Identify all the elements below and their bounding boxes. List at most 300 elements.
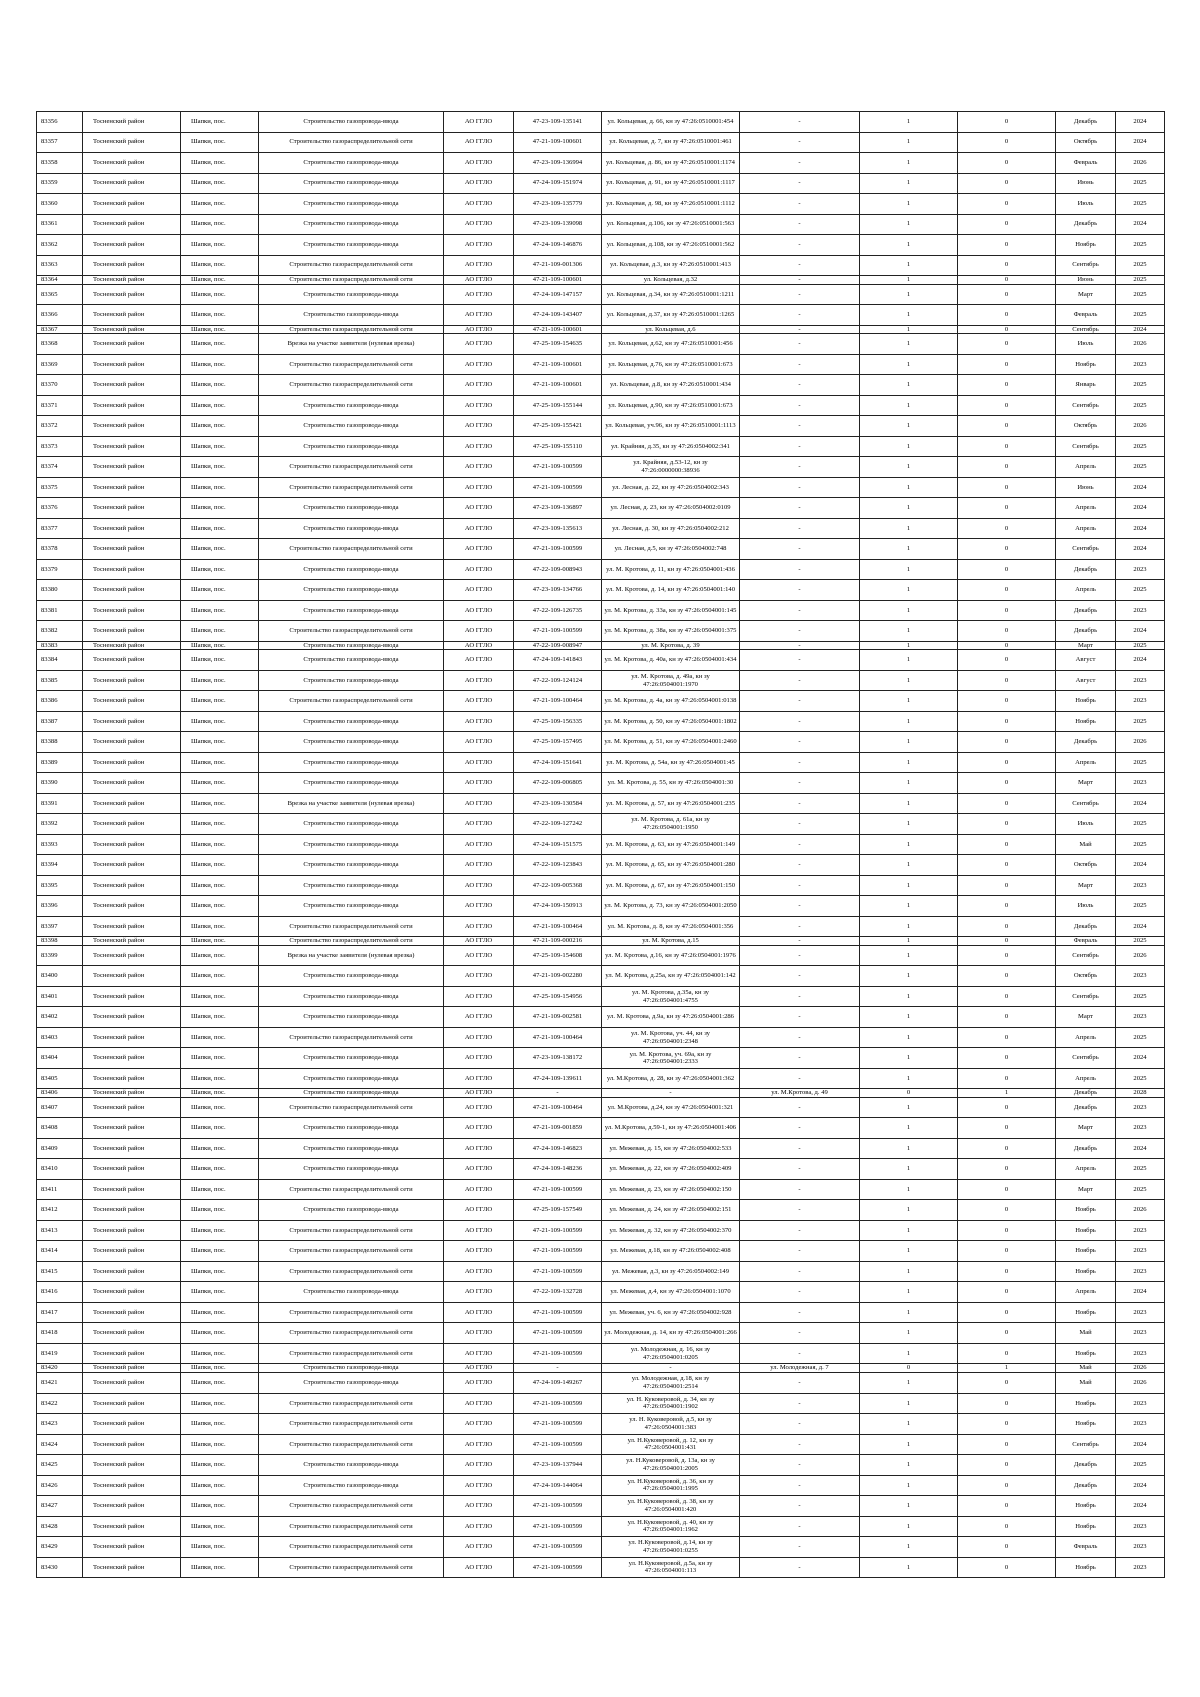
month-cell: Июнь	[1056, 276, 1116, 285]
count-cell: 1	[860, 711, 958, 732]
organization-cell: АО ГГЛО	[444, 255, 514, 276]
count-alt-cell: 0	[958, 214, 1056, 235]
organization-cell: АО ГГЛО	[444, 580, 514, 601]
month-cell: Октябрь	[1056, 966, 1116, 987]
organization-cell: АО ГГЛО	[444, 1048, 514, 1069]
organization-cell: АО ГГЛО	[444, 966, 514, 987]
district-cell: Тосненский район	[83, 132, 181, 153]
locality-cell: Шапки, пос.	[181, 457, 259, 478]
table-row	[37, 1373, 1165, 1394]
year-cell: 2024	[1116, 214, 1165, 235]
year-cell: 2025	[1116, 255, 1165, 276]
address-alt-cell: -	[740, 539, 860, 560]
locality-cell: Шапки, пос.	[181, 580, 259, 601]
organization-cell: АО ГГЛО	[444, 436, 514, 457]
address-cell: ул. М. Кротова, д.25а, кн зу 47:26:0504001:142	[602, 966, 740, 987]
organization-cell: АО ГГЛО	[444, 173, 514, 194]
address-cell: ул. М. Кротова, д. 67, кн зу 47:26:0504001:150	[602, 875, 740, 896]
table-row	[37, 1089, 1165, 1098]
organization-cell: АО ГГЛО	[444, 711, 514, 732]
count-cell: 1	[860, 875, 958, 896]
count-alt-cell: 0	[958, 793, 1056, 814]
district-cell: Тосненский район	[83, 814, 181, 835]
table-row	[37, 773, 1165, 794]
district-cell: Тосненский район	[83, 1048, 181, 1069]
month-cell: Март	[1056, 875, 1116, 896]
count-cell: 1	[860, 132, 958, 153]
table-row	[37, 834, 1165, 855]
locality-cell: Шапки, пос.	[181, 518, 259, 539]
row-id-cell: 83411	[37, 1179, 83, 1200]
year-cell: 2025	[1116, 235, 1165, 256]
count-alt-cell: 0	[958, 773, 1056, 794]
row-id-cell: 83370	[37, 375, 83, 396]
organization-cell: АО ГГЛО	[444, 896, 514, 917]
count-cell: 1	[860, 752, 958, 773]
count-alt-cell: 0	[958, 670, 1056, 691]
count-cell: 1	[860, 814, 958, 835]
organization-cell: АО ГГЛО	[444, 875, 514, 896]
table-row	[37, 1496, 1165, 1517]
count-alt-cell: 0	[958, 1343, 1056, 1364]
year-cell: 2024	[1116, 1138, 1165, 1159]
locality-cell: Шапки, пос.	[181, 498, 259, 519]
district-cell: Тосненский район	[83, 255, 181, 276]
contract-number-cell: 47-22-109-124124	[514, 670, 602, 691]
table-row	[37, 325, 1165, 334]
contract-number-cell: 47-21-109-100464	[514, 691, 602, 712]
row-id-cell: 83375	[37, 477, 83, 498]
month-cell: Март	[1056, 641, 1116, 650]
count-cell: 1	[860, 1537, 958, 1558]
work-type-cell: Строительство газораспределительной сети	[259, 539, 444, 560]
row-id-cell: 83378	[37, 539, 83, 560]
table-row	[37, 1159, 1165, 1180]
year-cell: 2025	[1116, 436, 1165, 457]
row-id-cell: 83369	[37, 354, 83, 375]
count-cell: 1	[860, 325, 958, 334]
contract-number-cell: 47-24-109-146823	[514, 1138, 602, 1159]
year-cell: 2024	[1116, 539, 1165, 560]
count-cell: 1	[860, 1475, 958, 1496]
organization-cell: АО ГГЛО	[444, 325, 514, 334]
locality-cell: Шапки, пос.	[181, 600, 259, 621]
contract-number-cell: 47-21-109-100599	[514, 1557, 602, 1578]
table-row	[37, 600, 1165, 621]
month-cell: Ноябрь	[1056, 1557, 1116, 1578]
month-cell: Декабрь	[1056, 916, 1116, 937]
address-cell: ул. Межевая, д. 23, кн зу 47:26:0504002:150	[602, 1179, 740, 1200]
year-cell: 2025	[1116, 173, 1165, 194]
contract-number-cell: 47-21-109-100464	[514, 916, 602, 937]
address-cell: ул. М. Кротова, д. 4а, кн зу 47:26:0504001:0138	[602, 691, 740, 712]
year-cell: 2025	[1116, 814, 1165, 835]
address-alt-cell: -	[740, 793, 860, 814]
year-cell: 2025	[1116, 937, 1165, 946]
year-cell: 2025	[1116, 395, 1165, 416]
address-alt-cell: -	[740, 834, 860, 855]
address-cell: ул. Н.Куковеровой, д. 40, кн зу 47:26:0504001:1962	[602, 1516, 740, 1537]
year-cell: 2023	[1116, 1343, 1165, 1364]
row-id-cell: 83412	[37, 1200, 83, 1221]
address-alt-cell: -	[740, 1557, 860, 1578]
count-cell: 1	[860, 1200, 958, 1221]
work-type-cell: Строительство газопровода-ввода	[259, 498, 444, 519]
work-type-cell: Строительство газопровода-ввода	[259, 1118, 444, 1139]
month-cell: Июнь	[1056, 173, 1116, 194]
contract-number-cell: 47-21-109-100599	[514, 1302, 602, 1323]
locality-cell: Шапки, пос.	[181, 732, 259, 753]
work-type-cell: Строительство газопровода-ввода	[259, 1048, 444, 1069]
address-alt-cell: -	[740, 937, 860, 946]
address-cell: ул. М. Кротова, д. 57, кн зу 47:26:0504001:235	[602, 793, 740, 814]
contract-number-cell: 47-23-109-135141	[514, 112, 602, 133]
year-cell: 2024	[1116, 1496, 1165, 1517]
month-cell: Июль	[1056, 334, 1116, 355]
district-cell: Тосненский район	[83, 793, 181, 814]
table-row	[37, 518, 1165, 539]
count-cell: 1	[860, 855, 958, 876]
count-cell: 1	[860, 916, 958, 937]
count-cell: 1	[860, 173, 958, 194]
table-row	[37, 1027, 1165, 1048]
month-cell: Декабрь	[1056, 732, 1116, 753]
month-cell: Январь	[1056, 375, 1116, 396]
year-cell: 2025	[1116, 580, 1165, 601]
table-row	[37, 1068, 1165, 1089]
table-row	[37, 214, 1165, 235]
locality-cell: Шапки, пос.	[181, 834, 259, 855]
count-alt-cell: 0	[958, 416, 1056, 437]
month-cell: Сентябрь	[1056, 436, 1116, 457]
count-alt-cell: 0	[958, 395, 1056, 416]
district-cell: Тосненский район	[83, 1475, 181, 1496]
address-cell: ул. Кольцевая, д.90, кн зу 47:26:0510001:673	[602, 395, 740, 416]
district-cell: Тосненский район	[83, 1097, 181, 1118]
count-alt-cell: 0	[958, 112, 1056, 133]
count-alt-cell: 0	[958, 1261, 1056, 1282]
table-row	[37, 945, 1165, 966]
district-cell: Тосненский район	[83, 600, 181, 621]
address-cell: ул. Кольцевая, д.32	[602, 276, 740, 285]
address-cell: ул. Межевая, д.18, кн зу 47:26:0504002:408	[602, 1241, 740, 1262]
count-cell: 1	[860, 1393, 958, 1414]
table-row	[37, 354, 1165, 375]
year-cell: 2026	[1116, 732, 1165, 753]
locality-cell: Шапки, пос.	[181, 670, 259, 691]
district-cell: Тосненский район	[83, 305, 181, 326]
work-type-cell: Строительство газораспределительной сети	[259, 457, 444, 478]
count-cell: 1	[860, 1282, 958, 1303]
table-row	[37, 1302, 1165, 1323]
district-cell: Тосненский район	[83, 1557, 181, 1578]
table-row	[37, 814, 1165, 835]
address-alt-cell: -	[740, 305, 860, 326]
address-alt-cell: -	[740, 773, 860, 794]
table-row	[37, 276, 1165, 285]
district-cell: Тосненский район	[83, 395, 181, 416]
locality-cell: Шапки, пос.	[181, 395, 259, 416]
contract-number-cell: 47-24-109-147157	[514, 284, 602, 305]
month-cell: Февраль	[1056, 153, 1116, 174]
contract-number-cell: 47-24-109-148236	[514, 1159, 602, 1180]
contract-number-cell: 47-22-109-126735	[514, 600, 602, 621]
address-alt-cell: -	[740, 896, 860, 917]
work-type-cell: Строительство газопровода-ввода	[259, 641, 444, 650]
locality-cell: Шапки, пос.	[181, 916, 259, 937]
count-alt-cell: 0	[958, 539, 1056, 560]
address-cell: ул. Н.Куковеровой, д. 38, кн зу 47:26:0504001:420	[602, 1496, 740, 1517]
address-alt-cell: -	[740, 1048, 860, 1069]
count-cell: 1	[860, 539, 958, 560]
address-alt-cell: -	[740, 112, 860, 133]
count-alt-cell: 0	[958, 966, 1056, 987]
locality-cell: Шапки, пос.	[181, 621, 259, 642]
locality-cell: Шапки, пос.	[181, 1118, 259, 1139]
organization-cell: АО ГГЛО	[444, 1097, 514, 1118]
work-type-cell: Строительство газопровода-ввода	[259, 732, 444, 753]
work-type-cell: Строительство газопровода-ввода	[259, 1138, 444, 1159]
count-cell: 1	[860, 1516, 958, 1537]
count-alt-cell: 0	[958, 1027, 1056, 1048]
row-id-cell: 83393	[37, 834, 83, 855]
row-id-cell: 83402	[37, 1007, 83, 1028]
address-cell: ул. Межевая, уч. 6, кн зу 47:26:0504002:928	[602, 1302, 740, 1323]
district-cell: Тосненский район	[83, 855, 181, 876]
count-cell: 1	[860, 691, 958, 712]
count-cell: 1	[860, 1302, 958, 1323]
table-body	[37, 112, 1165, 1578]
count-cell: 1	[860, 457, 958, 478]
organization-cell: АО ГГЛО	[444, 1118, 514, 1139]
locality-cell: Шапки, пос.	[181, 112, 259, 133]
year-cell: 2025	[1116, 1159, 1165, 1180]
address-alt-cell: -	[740, 284, 860, 305]
count-cell: 1	[860, 255, 958, 276]
count-alt-cell: 0	[958, 375, 1056, 396]
locality-cell: Шапки, пос.	[181, 875, 259, 896]
work-type-cell: Строительство газопровода-ввода	[259, 518, 444, 539]
address-cell: ул. Н.Куковеровой, д. 12, кн зу 47:26:0504001:431	[602, 1434, 740, 1455]
address-cell: ул. М. Кротова, д.35а, кн зу 47:26:0504001:4755	[602, 986, 740, 1007]
organization-cell: АО ГГЛО	[444, 559, 514, 580]
row-id-cell: 83382	[37, 621, 83, 642]
organization-cell: АО ГГЛО	[444, 600, 514, 621]
work-type-cell: Строительство газораспределительной сети	[259, 1220, 444, 1241]
district-cell: Тосненский район	[83, 153, 181, 174]
locality-cell: Шапки, пос.	[181, 1261, 259, 1282]
organization-cell: АО ГГЛО	[444, 498, 514, 519]
count-cell: 1	[860, 670, 958, 691]
row-id-cell: 83404	[37, 1048, 83, 1069]
row-id-cell: 83409	[37, 1138, 83, 1159]
work-type-cell: Строительство газораспределительной сети	[259, 1241, 444, 1262]
work-type-cell: Строительство газораспределительной сети	[259, 1414, 444, 1435]
table-row	[37, 539, 1165, 560]
address-alt-cell: -	[740, 153, 860, 174]
organization-cell: АО ГГЛО	[444, 650, 514, 671]
count-cell: 1	[860, 966, 958, 987]
count-alt-cell: 0	[958, 600, 1056, 621]
count-cell: 1	[860, 235, 958, 256]
locality-cell: Шапки, пос.	[181, 1200, 259, 1221]
organization-cell: АО ГГЛО	[444, 1159, 514, 1180]
table-row	[37, 1241, 1165, 1262]
count-alt-cell: 0	[958, 305, 1056, 326]
count-alt-cell: 0	[958, 284, 1056, 305]
address-alt-cell: -	[740, 1027, 860, 1048]
count-alt-cell: 0	[958, 1557, 1056, 1578]
district-cell: Тосненский район	[83, 1027, 181, 1048]
row-id-cell: 83366	[37, 305, 83, 326]
row-id-cell: 83363	[37, 255, 83, 276]
table-row	[37, 875, 1165, 896]
table-row	[37, 986, 1165, 1007]
address-alt-cell: -	[740, 1343, 860, 1364]
month-cell: Сентябрь	[1056, 945, 1116, 966]
table-row	[37, 1434, 1165, 1455]
work-type-cell: Строительство газопровода-ввода	[259, 650, 444, 671]
month-cell: Май	[1056, 1364, 1116, 1373]
organization-cell: АО ГГЛО	[444, 1179, 514, 1200]
work-type-cell: Строительство газопровода-ввода	[259, 305, 444, 326]
count-alt-cell: 0	[958, 1138, 1056, 1159]
organization-cell: АО ГГЛО	[444, 214, 514, 235]
month-cell: Сентябрь	[1056, 1048, 1116, 1069]
contract-number-cell: 47-21-109-100599	[514, 1434, 602, 1455]
district-cell: Тосненский район	[83, 1179, 181, 1200]
count-alt-cell: 1	[958, 1089, 1056, 1098]
organization-cell: АО ГГЛО	[444, 916, 514, 937]
contract-number-cell: 47-23-109-137944	[514, 1455, 602, 1476]
locality-cell: Шапки, пос.	[181, 194, 259, 215]
row-id-cell: 83419	[37, 1343, 83, 1364]
address-alt-cell: -	[740, 814, 860, 835]
count-alt-cell: 0	[958, 711, 1056, 732]
organization-cell: АО ГГЛО	[444, 539, 514, 560]
locality-cell: Шапки, пос.	[181, 691, 259, 712]
district-cell: Тосненский район	[83, 559, 181, 580]
address-alt-cell: -	[740, 255, 860, 276]
work-type-cell: Строительство газораспределительной сети	[259, 937, 444, 946]
organization-cell: АО ГГЛО	[444, 1537, 514, 1558]
count-cell: 1	[860, 621, 958, 642]
district-cell: Тосненский район	[83, 477, 181, 498]
contract-number-cell: 47-21-109-100599	[514, 1496, 602, 1517]
count-alt-cell: 0	[958, 436, 1056, 457]
count-alt-cell: 0	[958, 1414, 1056, 1435]
contract-number-cell: 47-25-109-155110	[514, 436, 602, 457]
count-alt-cell: 0	[958, 325, 1056, 334]
locality-cell: Шапки, пос.	[181, 1475, 259, 1496]
count-cell: 1	[860, 436, 958, 457]
address-alt-cell: -	[740, 875, 860, 896]
table-row	[37, 1537, 1165, 1558]
count-cell: 1	[860, 1323, 958, 1344]
table-row	[37, 1557, 1165, 1578]
organization-cell: АО ГГЛО	[444, 354, 514, 375]
district-cell: Тосненский район	[83, 1373, 181, 1394]
year-cell: 2026	[1116, 153, 1165, 174]
row-id-cell: 83364	[37, 276, 83, 285]
address-alt-cell: -	[740, 559, 860, 580]
contract-number-cell: 47-21-109-100599	[514, 1323, 602, 1344]
locality-cell: Шапки, пос.	[181, 945, 259, 966]
address-cell: ул. Кольцевая, д. 7, кн зу 47:26:0510001:461	[602, 132, 740, 153]
organization-cell: АО ГГЛО	[444, 276, 514, 285]
district-cell: Тосненский район	[83, 1516, 181, 1537]
contract-number-cell: 47-21-109-100599	[514, 621, 602, 642]
year-cell: 2023	[1116, 670, 1165, 691]
contract-number-cell: 47-21-109-100599	[514, 477, 602, 498]
organization-cell: АО ГГЛО	[444, 112, 514, 133]
organization-cell: АО ГГЛО	[444, 194, 514, 215]
locality-cell: Шапки, пос.	[181, 305, 259, 326]
table-row	[37, 334, 1165, 355]
contract-number-cell: 47-23-109-136897	[514, 498, 602, 519]
count-alt-cell: 0	[958, 457, 1056, 478]
month-cell: Апрель	[1056, 1027, 1116, 1048]
count-alt-cell: 0	[958, 1516, 1056, 1537]
contract-number-cell: 47-21-109-100599	[514, 1393, 602, 1414]
row-id-cell: 83358	[37, 153, 83, 174]
organization-cell: АО ГГЛО	[444, 1323, 514, 1344]
address-cell: ул. Н.Куковеровой, д. 36, кн зу 47:26:0504001:1995	[602, 1475, 740, 1496]
address-alt-cell: -	[740, 1434, 860, 1455]
count-cell: 1	[860, 732, 958, 753]
address-alt-cell: -	[740, 194, 860, 215]
locality-cell: Шапки, пос.	[181, 276, 259, 285]
row-id-cell: 83372	[37, 416, 83, 437]
month-cell: Апрель	[1056, 1068, 1116, 1089]
row-id-cell: 83368	[37, 334, 83, 355]
table-row	[37, 395, 1165, 416]
row-id-cell: 83426	[37, 1475, 83, 1496]
count-cell: 1	[860, 1097, 958, 1118]
organization-cell: АО ГГЛО	[444, 1496, 514, 1517]
address-cell: ул. Крайняя, д.53-12, кн зу 47:26:0000000:38936	[602, 457, 740, 478]
count-cell: 1	[860, 1007, 958, 1028]
count-cell: 1	[860, 1434, 958, 1455]
count-cell: 1	[860, 518, 958, 539]
organization-cell: АО ГГЛО	[444, 814, 514, 835]
row-id-cell: 83421	[37, 1373, 83, 1394]
address-cell: ул. Кольцевая, д.106, кн зу 47:26:0510001:563	[602, 214, 740, 235]
work-type-cell: Строительство газопровода-ввода	[259, 1007, 444, 1028]
address-alt-cell: -	[740, 354, 860, 375]
month-cell: Ноябрь	[1056, 711, 1116, 732]
row-id-cell: 83398	[37, 937, 83, 946]
contract-number-cell: 47-22-109-008943	[514, 559, 602, 580]
table-row	[37, 559, 1165, 580]
organization-cell: АО ГГЛО	[444, 1282, 514, 1303]
year-cell: 2025	[1116, 1068, 1165, 1089]
address-cell: -	[602, 1089, 740, 1098]
count-cell: 1	[860, 1455, 958, 1476]
count-alt-cell: 0	[958, 194, 1056, 215]
count-alt-cell: 0	[958, 1434, 1056, 1455]
month-cell: Июль	[1056, 814, 1116, 835]
organization-cell: АО ГГЛО	[444, 986, 514, 1007]
contract-number-cell: 47-25-109-156335	[514, 711, 602, 732]
locality-cell: Шапки, пос.	[181, 1068, 259, 1089]
count-alt-cell: 0	[958, 1393, 1056, 1414]
organization-cell: АО ГГЛО	[444, 416, 514, 437]
address-alt-cell: -	[740, 235, 860, 256]
table-row	[37, 1261, 1165, 1282]
locality-cell: Шапки, пос.	[181, 255, 259, 276]
table-row	[37, 1200, 1165, 1221]
